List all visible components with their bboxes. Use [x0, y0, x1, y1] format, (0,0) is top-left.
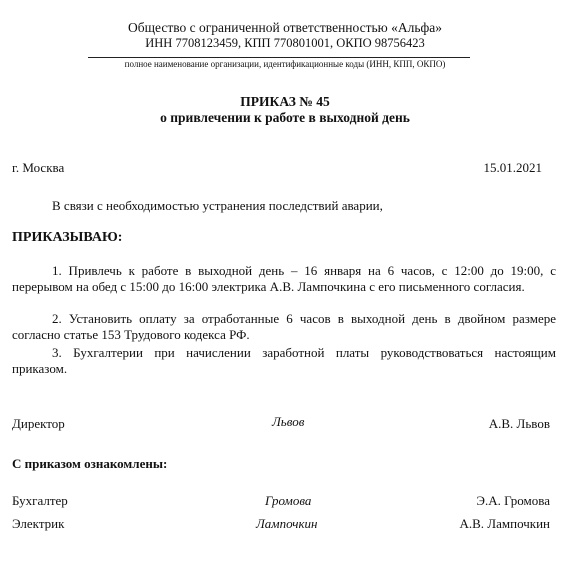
director-signature: Львов — [272, 414, 305, 429]
order-title: ПРИКАЗ № 45 — [240, 94, 330, 109]
acquaintance-row-name: Э.А. Громова — [476, 493, 550, 508]
acquaintance-heading: С приказом ознакомлены: — [12, 456, 168, 471]
order-item-2: 2. Установить оплату за отработанные 6 часов в выходной день в двойном размере согласно статье 153 Трудового кодекса РФ. — [12, 311, 556, 342]
acquaintance-row-signature: Лампочкин — [256, 516, 318, 531]
director-name: А.В. Львов — [488, 416, 550, 431]
city: г. Москва — [12, 160, 65, 175]
decree-heading: ПРИКАЗЫВАЮ: — [12, 230, 123, 245]
acquaintance-row-role: Электрик — [12, 516, 65, 531]
order-subtitle: о привлечении к работе в выходной день — [160, 110, 410, 125]
org-name: Общество с ограниченной ответственностью «Альфа» — [128, 20, 442, 35]
acquaintance-row-role: Бухгалтер — [12, 493, 68, 508]
acquaintance-row-name: А.В. Лампочкин — [459, 516, 550, 531]
reason-text: В связи с необходимостью устранения последствий аварии, — [52, 198, 383, 213]
org-underline — [88, 57, 470, 58]
org-caption: полное наименование организации, идентификационные коды (ИНН, КПП, ОКПО) — [124, 59, 446, 69]
acquaintance-row-signature: Громова — [265, 493, 312, 508]
order-date: 15.01.2021 — [483, 160, 542, 175]
order-item-3: 3. Бухгалтерии при начислении заработной платы руководствоваться настоящим приказом. — [12, 345, 556, 376]
director-role: Директор — [12, 416, 65, 431]
org-codes: ИНН 7708123459, КПП 770801001, ОКПО 98756423 — [145, 36, 425, 50]
order-item-1: 1. Привлечь к работе в выходной день – 16 января на 6 часов, с 12:00 до 19:00, с перерывом на обед с 15:00 до 16:00 электрика А.В. Лампочкина с его письменного согласия. — [12, 263, 556, 294]
